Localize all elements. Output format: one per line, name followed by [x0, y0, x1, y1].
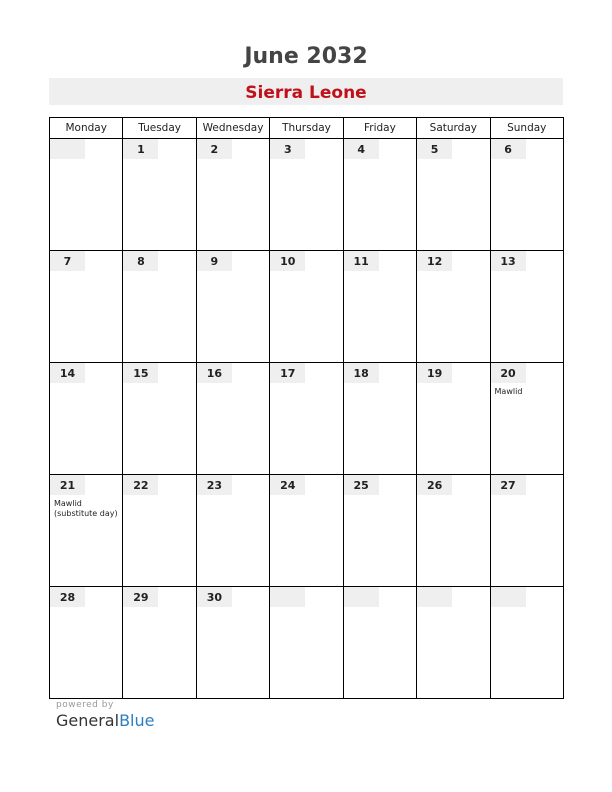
day-number: 12 — [417, 251, 452, 271]
country-banner — [49, 78, 563, 105]
day-cell — [343, 363, 416, 475]
country-name: Sierra Leone — [245, 83, 367, 103]
day-number: 17 — [270, 363, 305, 383]
day-number: 22 — [123, 475, 158, 495]
day-number: 3 — [270, 139, 305, 159]
weekday-sunday: Sunday — [490, 118, 563, 139]
day-number: 7 — [50, 251, 85, 271]
day-number: 6 — [491, 139, 526, 159]
day-cell — [123, 363, 196, 475]
day-cell — [270, 475, 343, 587]
weekday-monday: Monday — [50, 118, 123, 139]
day-cell — [270, 139, 343, 251]
brand-blue: Blue — [119, 711, 155, 730]
day-cell — [123, 587, 196, 699]
weekday-saturday: Saturday — [417, 118, 490, 139]
weekday-thursday: Thursday — [270, 118, 343, 139]
day-cell — [123, 139, 196, 251]
week-row — [50, 139, 564, 251]
day-cell — [123, 251, 196, 363]
day-number: 2 — [197, 139, 232, 159]
day-number: 5 — [417, 139, 452, 159]
weekday-friday: Friday — [343, 118, 416, 139]
day-number — [270, 587, 305, 607]
day-cell — [417, 139, 490, 251]
week-row — [50, 363, 564, 475]
day-number — [50, 139, 85, 159]
holiday-label: Mawlid (substitute day) — [54, 499, 118, 518]
day-cell — [417, 475, 490, 587]
day-number: 8 — [123, 251, 158, 271]
day-cell — [123, 475, 196, 587]
day-cell — [490, 251, 563, 363]
day-number: 9 — [197, 251, 232, 271]
day-number: 4 — [344, 139, 379, 159]
day-cell — [417, 587, 490, 699]
day-cell — [196, 251, 269, 363]
day-number — [344, 587, 379, 607]
day-number: 1 — [123, 139, 158, 159]
day-number: 21 — [50, 475, 85, 495]
day-number: 24 — [270, 475, 305, 495]
day-cell — [270, 363, 343, 475]
day-number: 29 — [123, 587, 158, 607]
day-number: 26 — [417, 475, 452, 495]
day-number: 11 — [344, 251, 379, 271]
day-cell — [196, 475, 269, 587]
day-cell — [490, 363, 563, 475]
day-cell — [490, 475, 563, 587]
day-cell — [50, 363, 123, 475]
powered-by-text: powered by — [56, 700, 114, 710]
calendar-title: June 2032 — [244, 44, 368, 69]
day-cell — [343, 139, 416, 251]
calendar-grid — [49, 117, 564, 699]
week-row — [50, 587, 564, 699]
day-number: 25 — [344, 475, 379, 495]
day-cell — [50, 139, 123, 251]
weekday-tuesday: Tuesday — [123, 118, 196, 139]
week-row — [50, 251, 564, 363]
day-cell — [343, 251, 416, 363]
generalblue-logo — [56, 711, 154, 730]
week-row — [50, 475, 564, 587]
day-cell — [196, 363, 269, 475]
weekday-header-row — [50, 118, 564, 139]
brand-general: General — [56, 711, 120, 730]
day-cell — [50, 475, 123, 587]
day-number: 10 — [270, 251, 305, 271]
day-number: 14 — [50, 363, 85, 383]
day-number: 20 — [491, 363, 526, 383]
day-number: 18 — [344, 363, 379, 383]
day-cell — [417, 251, 490, 363]
day-cell — [417, 363, 490, 475]
weekday-wednesday: Wednesday — [196, 118, 269, 139]
day-cell — [343, 587, 416, 699]
day-number — [417, 587, 452, 607]
day-cell — [343, 475, 416, 587]
day-number: 27 — [491, 475, 526, 495]
day-number: 28 — [50, 587, 85, 607]
day-number — [491, 587, 526, 607]
day-cell — [50, 587, 123, 699]
day-number: 15 — [123, 363, 158, 383]
day-cell — [270, 251, 343, 363]
day-number: 13 — [491, 251, 526, 271]
footer — [56, 700, 154, 730]
day-number: 30 — [197, 587, 232, 607]
day-number: 23 — [197, 475, 232, 495]
day-cell — [196, 587, 269, 699]
day-cell — [490, 139, 563, 251]
day-cell — [270, 587, 343, 699]
day-cell — [50, 251, 123, 363]
day-cell — [196, 139, 269, 251]
day-number: 19 — [417, 363, 452, 383]
day-number: 16 — [197, 363, 232, 383]
holiday-label: Mawlid — [494, 387, 523, 396]
day-cell — [490, 587, 563, 699]
